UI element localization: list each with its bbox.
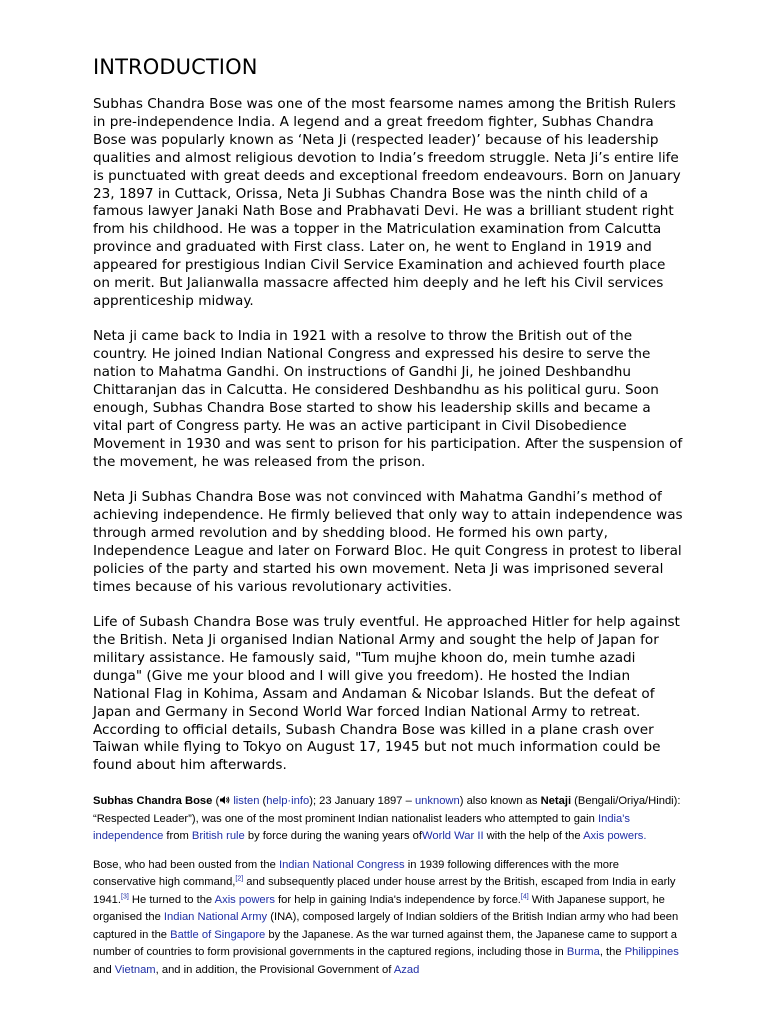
- axis-powers-link[interactable]: Axis powers: [583, 830, 644, 843]
- axis-powers-link-2[interactable]: Axis powers: [214, 893, 275, 906]
- vietnam-link[interactable]: Vietnam: [114, 963, 156, 976]
- world-war-ii-link[interactable]: World War II: [422, 830, 484, 843]
- page-title: INTRODUCTION: [93, 55, 258, 79]
- subject-name: Subhas Chandra Bose: [93, 795, 213, 808]
- listen-link[interactable]: listen: [233, 795, 260, 808]
- azad-link[interactable]: Azad: [393, 963, 420, 976]
- wiki-paragraph-2: Bose, who had been ousted from the Indian National Congress in 1939 following differences with the more conservative high command,[2] and subsequently placed under house arrest by the British, escaped from India in early 1941.[3] He turned to the Axis powers for help in gaining India's independence by force.[4] With Japanese support, he organised the Indian National Army (INA), composed largely of Indian soldiers of the British Indian army who had been captured in the Battle of Singapore by the Japanese. As the war turned against them, the Japanese came to support a number of countries to form provisional governments in the captured regions, including those in Burma, the Philippines and Vietnam, and in addition, the Provisional Government of Azad: [93, 858, 679, 976]
- help-info-link[interactable]: help·info: [266, 795, 310, 808]
- paragraph-3: Neta Ji Subhas Chandra Bose was not convinced with Mahatma Gandhi’s method of achieving independence. He firmly believed that only way to attain independence was through armed revolution and by shedding blood. He formed his own party, Independence League and later on Forward Bloc. He quit Congress in protest to liberal policies of the party and started his own movement. Neta Ji was imprisoned several times because of his various revolutionary activities.: [93, 489, 683, 595]
- unknown-link[interactable]: unknown: [414, 795, 460, 808]
- speaker-icon[interactable]: [219, 795, 230, 805]
- paragraph-1: Subhas Chandra Bose was one of the most fearsome names among the British Rulers in pre-independence India. A legend and a great freedom fighter, Subhas Chandra Bose was popularly known as ‘Neta Ji (respected leader)’ because of his leadership qualities and almost religious devotion to India’s freedom struggle. Neta Ji’s entire life is punctuated with great deeds and exceptional freedom endeavours. Born on January 23, 1897 in Cuttack, Orissa, Neta Ji Subhas Chandra Bose was the ninth child of a famous lawyer Janaki Nath Bose and Prabhavati Devi. He was a brilliant student right from his childhood. He was a topper in the Matriculation examination from Calcutta province and graduated with First class. Later on, he went to England in 1919 and appeared for prestigious Indian Civil Service Examination and achieved fourth place on merit. But Jalianwalla massacre affected him deeply and he left his Civil services apprenticeship midway.: [93, 96, 681, 309]
- burma-link[interactable]: Burma: [566, 946, 600, 959]
- battle-of-singapore-link[interactable]: Battle of Singapore: [170, 928, 266, 941]
- ina-link[interactable]: Indian National Army: [163, 911, 268, 924]
- inc-link[interactable]: Indian National Congress: [278, 858, 405, 871]
- british-rule-link[interactable]: British rule: [191, 830, 245, 843]
- citation-2-link[interactable]: [2]: [235, 875, 244, 883]
- netaji-term: Netaji: [540, 795, 572, 808]
- citation-3-link[interactable]: [3]: [121, 892, 129, 900]
- wiki-paragraph-1: Subhas Chandra Bose ( listen (help·info); 23 January 1897 – unknown) also known as Netaji (Bengali/Oriya/Hindi): “Respected Leader”), was one of the most prominent Indian nationalist leaders who attempted to gain India's independence from British rule by force during the waning years ofWorld War II with the help of the Axis powers.: [93, 795, 681, 843]
- paragraph-4: Life of Subash Chandra Bose was truly eventful. He approached Hitler for help against the British. Neta Ji organised Indian National Army and sought the help of Japan for military assistance. He famously said, "Tum mujhe khoon do, mein tumhe azadi dunga" (Give me your blood and I will give you freedom). He hosted the Indian National Flag in Kohima, Assam and Andaman & Nicobar Islands. But the defeat of Japan and Germany in Second World War forced Indian National Army to retreat. According to official details, Subash Chandra Bose was killed in a plane crash over Taiwan while flying to Tokyo on August 17, 1945 but not much information could be found about him afterwards.: [93, 614, 680, 774]
- document-page: [93, 52, 683, 990]
- citation-4-link[interactable]: [4]: [520, 892, 529, 900]
- paragraph-2: Neta ji came back to India in 1921 with a resolve to throw the British out of the country. He joined Indian National Congress and expressed his desire to serve the nation to Mahatma Gandhi. On instructions of Gandhi Ji, he joined Deshbandhu Chittaranjan das in Calcutta. He considered Deshbandhu as his political guru. Soon enough, Subhas Chandra Bose started to show his leadership skills and became a vital part of Congress party. He was an active participant in Civil Disobedience Movement in 1930 and was sent to prison for his participation. After the suspension of the movement, he was released from the prison.: [93, 328, 683, 470]
- philippines-link[interactable]: Philippines: [624, 946, 679, 959]
- india-independence-link[interactable]: India's independence: [93, 812, 630, 843]
